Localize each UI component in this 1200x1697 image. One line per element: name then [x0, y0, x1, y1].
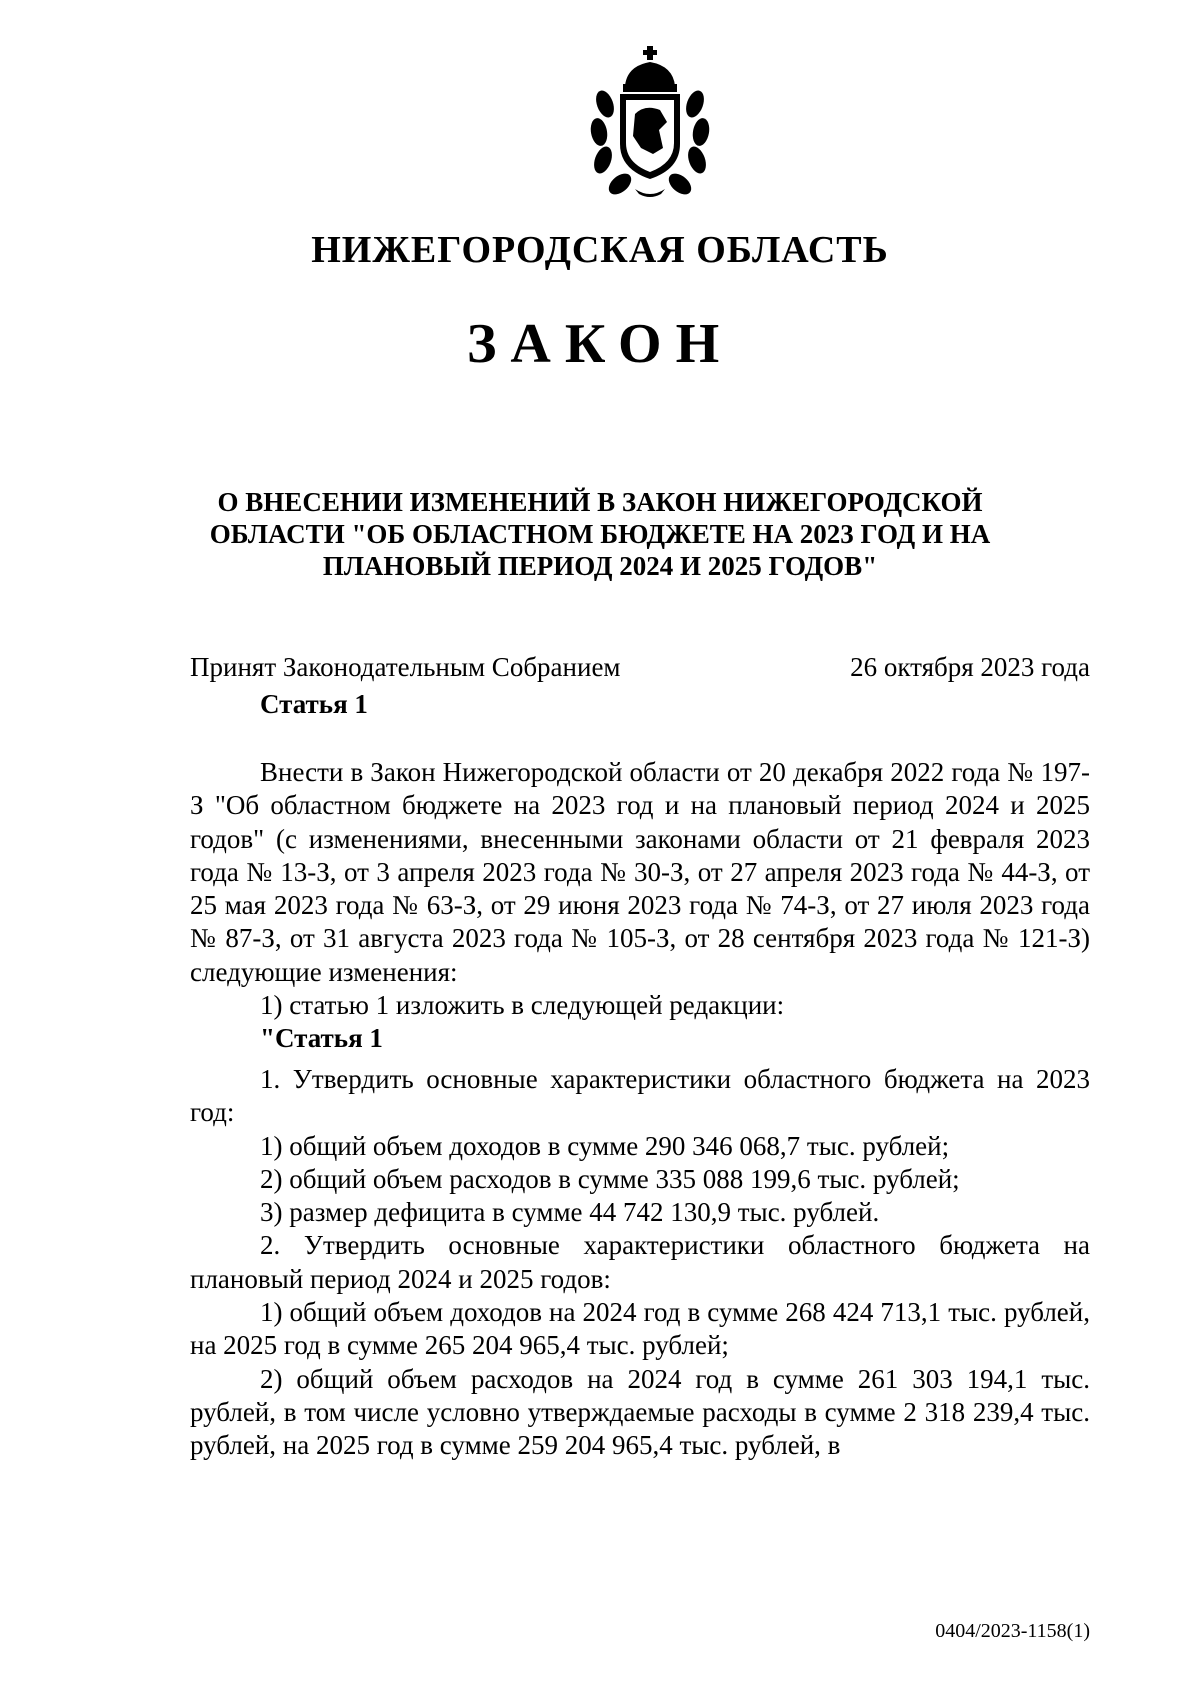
quoted-article-heading: "Статья 1	[260, 1023, 383, 1054]
region-name: НИЖЕГОРОДСКАЯ ОБЛАСТЬ	[311, 229, 889, 271]
document-registration-code: 0404/2023-1158(1)	[935, 1620, 1090, 1642]
coat-of-arms-emblem	[575, 44, 725, 199]
paragraph-2-item-2: 2) общий объем расходов на 2024 год в сумме 261 303 194,1 тыс. рублей, в том числе условно утверждаемые расходы в сумме 2 318 239,4 тыс. рублей, на 2025 год в сумме 259 204 965,4 тыс. рублей, в	[190, 1363, 1090, 1461]
article-body	[190, 756, 1090, 1056]
paragraph-2: 2. Утвердить основные характеристики областного бюджета на плановый период 2024 и 2025 годов:	[190, 1230, 1090, 1294]
paragraph-1-item-2: 2) общий объем расходов в сумме 335 088 199,6 тыс. рублей;	[260, 1163, 960, 1194]
amendment-item-1: 1) статью 1 изложить в следующей редакции:	[260, 990, 785, 1021]
document-type-title: ЗАКОН	[466, 313, 734, 375]
article-block	[190, 688, 1090, 721]
paragraph-1: 1. Утвердить основные характеристики областного бюджета на 2023 год:	[190, 1064, 1090, 1128]
intro-paragraph: Внести в Закон Нижегородской области от 20 декабря 2022 года № 197-З "Об областном бюджете на 2023 год и на плановый период 2024 и 2025 годов" (с изменениями, внесенными законами области от 21 февраля 2023 года № 13-З, от 3 апреля 2023 года № 30-З, от 27 апреля 2023 года № 44-З, от 25 мая 2023 года № 63-З, от 29 июня 2023 года № 74-З, от 27 июля 2023 года № 87-З, от 31 августа 2023 года № 105-З, от 28 сентября 2023 года № 121-З) следующие изменения:	[190, 757, 1090, 987]
paragraph-1-item-1: 1) общий объем доходов в сумме 290 346 068,7 тыс. рублей;	[260, 1130, 950, 1161]
paragraph-2-item-1: 1) общий объем доходов на 2024 год в сумме 268 424 713,1 тыс. рублей, на 2025 год в сумме 265 204 965,4 тыс. рублей;	[190, 1297, 1090, 1361]
quoted-article-body	[190, 1063, 1090, 1463]
paragraph-1-item-3: 3) размер дефицита в сумме 44 742 130,9 тыс. рублей.	[260, 1197, 880, 1228]
adoption-date: 26 октября 2023 года	[850, 652, 1090, 682]
article-heading: Статья 1	[260, 689, 368, 719]
adopted-by-label: Принят Законодательным Собранием	[190, 652, 621, 682]
law-subtitle: О ВНЕСЕНИИ ИЗМЕНЕНИЙ В ЗАКОН НИЖЕГОРОДСКОЙ ОБЛАСТИ "ОБ ОБЛАСТНОМ БЮДЖЕТЕ НА 2023 ГОД И НА ПЛАНОВЫЙ ПЕРИОД 2024 И 2025 ГОДОВ"	[209, 487, 991, 581]
